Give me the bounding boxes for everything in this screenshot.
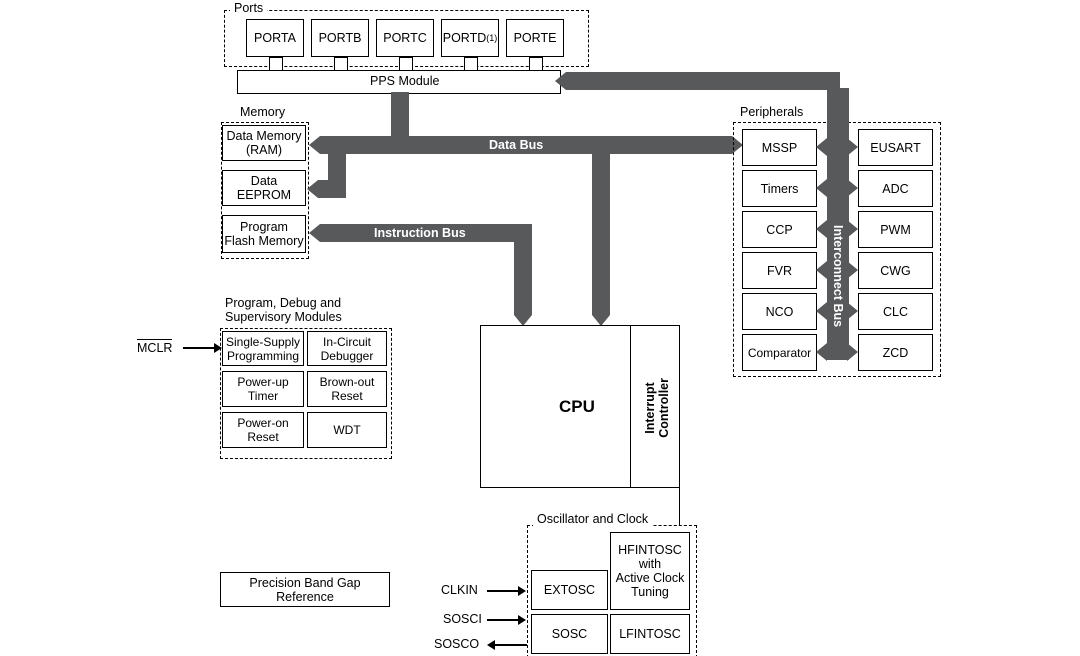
- signal-sosci-arrow: [518, 615, 526, 625]
- peripheral-box-nco[interactable]: [742, 293, 817, 330]
- signal-sosco-arrow: [487, 640, 495, 650]
- data-bus-arrow-memory: [309, 136, 320, 154]
- port-label-porte: PORTE: [513, 31, 557, 45]
- peripheral-label-adc: ADC: [882, 181, 909, 196]
- port-box-porta[interactable]: [246, 19, 304, 57]
- hfintosc-line1: HFINTOSC: [618, 543, 682, 557]
- pps-feed-arrow: [555, 72, 566, 90]
- data-bus-eeprom-branch-vertical: [328, 150, 346, 180]
- group-ports-label: Ports: [230, 1, 267, 15]
- group-supervisory-label-1: Program, Debug and: [221, 296, 345, 310]
- peripheral-box-cwg[interactable]: [858, 252, 933, 289]
- group-peripherals-label: Peripherals: [736, 105, 807, 119]
- supervisory-box-single-supply-programming[interactable]: [222, 331, 304, 366]
- supervisory-label-icd-1: In-Circuit: [322, 334, 371, 349]
- port-box-portd[interactable]: [441, 19, 499, 57]
- signal-mclr-line: [183, 347, 215, 349]
- memory-box-data-eeprom[interactable]: [222, 170, 306, 206]
- peripheral-box-mssp[interactable]: [742, 129, 817, 166]
- supervisory-box-in-circuit-debugger[interactable]: [307, 331, 387, 366]
- peripheral-label-comparator: Comparator: [747, 345, 812, 360]
- signal-mclr-arrow: [214, 343, 222, 353]
- peripheral-label-ccp: CCP: [766, 222, 793, 237]
- peripheral-label-nco: NCO: [765, 304, 794, 319]
- signal-clkin-label: CLKIN: [441, 583, 478, 597]
- supervisory-label-pwrt-2: Timer: [247, 389, 279, 403]
- band-gap-reference-box[interactable]: [220, 572, 390, 607]
- interconnect-to-pps-horizontal: [566, 72, 840, 90]
- peripheral-box-zcd[interactable]: [858, 334, 933, 371]
- supervisory-label-pwrt-1: Power-up: [237, 375, 289, 389]
- cpu-oscillator-connector: [679, 488, 680, 526]
- supervisory-box-wdt[interactable]: [307, 412, 387, 448]
- peripheral-box-fvr[interactable]: [742, 252, 817, 289]
- signal-clkin-arrow: [518, 586, 526, 596]
- interconnect-arrow-nco: [816, 302, 827, 320]
- memory-label-flash-2: Flash Memory: [224, 234, 304, 248]
- cpu-label: CPU: [559, 396, 595, 416]
- port-box-porte[interactable]: [506, 19, 564, 57]
- peripheral-box-timers[interactable]: [742, 170, 817, 207]
- signal-sosci-label: SOSCI: [443, 612, 482, 626]
- oscillator-box-sosc[interactable]: [531, 614, 608, 654]
- supervisory-label-wdt: WDT: [333, 423, 361, 437]
- supervisory-label-bor-2: Reset: [331, 389, 363, 403]
- signal-sosco-label: SOSCO: [434, 637, 480, 651]
- group-oscillator-label: Oscillator and Clock: [533, 512, 652, 526]
- signal-sosco-line: [495, 644, 527, 646]
- oscillator-box-extosc[interactable]: [531, 570, 608, 610]
- extosc-label: EXTOSC: [543, 583, 596, 597]
- signal-sosci-line: [487, 619, 519, 621]
- peripheral-label-pwm: PWM: [880, 222, 911, 237]
- memory-box-data-ram[interactable]: [222, 125, 306, 161]
- supervisory-label-por-1: Power-on: [237, 416, 289, 430]
- peripheral-label-mssp: MSSP: [761, 140, 798, 155]
- instruction-bus-arrow-memory: [309, 224, 320, 242]
- supervisory-label-por-2: Reset: [247, 430, 279, 444]
- supervisory-label-ssp-1: Single-Supply: [225, 334, 301, 349]
- hfintosc-line2: with: [638, 557, 662, 571]
- memory-label-flash-1: Program: [240, 220, 288, 234]
- interconnect-arrow-cwg: [847, 261, 858, 279]
- lfintosc-label: LFINTOSC: [619, 627, 681, 641]
- instruction-bus-label: Instruction Bus: [374, 226, 466, 240]
- port-label-portd: PORTD: [442, 31, 487, 45]
- oscillator-box-hfintosc[interactable]: [610, 532, 690, 610]
- signal-clkin-line: [487, 590, 519, 592]
- port-label-porta: PORTA: [254, 31, 296, 45]
- band-gap-reference-label: Precision Band Gap Reference: [249, 575, 361, 604]
- peripheral-box-comparator[interactable]: [742, 334, 817, 371]
- supervisory-label-icd-2: Debugger: [320, 348, 374, 363]
- signal-mclr-text: MCLR: [137, 341, 173, 355]
- memory-label-eeprom-1: Data: [250, 174, 278, 188]
- peripheral-box-pwm[interactable]: [858, 211, 933, 248]
- instruction-bus-to-cpu: [514, 238, 532, 315]
- data-bus-label: Data Bus: [489, 138, 544, 152]
- interconnect-arrow-clc: [847, 302, 858, 320]
- cpu-interrupt-divider: [630, 325, 631, 488]
- peripheral-label-cwg: CWG: [880, 263, 911, 278]
- peripheral-label-eusart: EUSART: [870, 140, 921, 155]
- port-label-portc: PORTC: [383, 31, 427, 45]
- interconnect-arrow-pwm: [847, 220, 858, 238]
- supervisory-label-ssp-2: Programming: [226, 348, 300, 363]
- memory-label-data-ram-2: (RAM): [245, 143, 283, 157]
- peripheral-label-timers: Timers: [760, 181, 799, 196]
- pps-to-databus: [391, 92, 409, 142]
- memory-box-program-flash[interactable]: [222, 215, 306, 253]
- supervisory-box-power-up-timer[interactable]: [222, 371, 304, 407]
- data-bus-eeprom-branch-horizontal: [318, 180, 346, 198]
- interconnect-bus-label: Interconnect Bus: [831, 225, 845, 328]
- interrupt-controller-line1: Interrupt: [643, 381, 657, 434]
- interconnect-arrow-ccp: [816, 220, 827, 238]
- data-bus-to-cpu: [592, 150, 610, 315]
- port-label-portb: PORTB: [318, 31, 362, 45]
- group-supervisory-label-2: Supervisory Modules: [221, 310, 346, 324]
- memory-label-eeprom-2: EEPROM: [236, 188, 292, 202]
- supervisory-box-brown-out-reset[interactable]: [307, 371, 387, 407]
- interrupt-controller-line2: Controller: [657, 377, 671, 438]
- memory-label-data-ram-1: Data Memory: [226, 129, 302, 143]
- interconnect-arrow-mssp: [816, 138, 827, 156]
- supervisory-box-power-on-reset[interactable]: [222, 412, 304, 448]
- supervisory-label-bor-1: Brown-out: [319, 375, 375, 389]
- interconnect-arrow-comparator: [816, 343, 827, 361]
- interconnect-arrow-zcd: [847, 343, 858, 361]
- pps-module-label: PPS Module: [370, 74, 440, 88]
- port-box-portc[interactable]: [376, 19, 434, 57]
- interconnect-arrow-eusart: [847, 138, 858, 156]
- peripheral-label-fvr: FVR: [767, 263, 792, 278]
- hfintosc-line4: Tuning: [631, 585, 669, 599]
- peripheral-box-clc[interactable]: [858, 293, 933, 330]
- oscillator-box-lfintosc[interactable]: [610, 614, 690, 654]
- sosc-label: SOSC: [551, 627, 588, 641]
- group-memory-label: Memory: [236, 105, 289, 119]
- data-bus-eeprom-arrow: [307, 180, 318, 198]
- interconnect-arrow-fvr: [816, 261, 827, 279]
- port-note-portd: (1): [486, 33, 498, 43]
- peripheral-label-zcd: ZCD: [882, 345, 909, 360]
- interconnect-arrow-timers: [816, 179, 827, 197]
- signal-mclr-label: [137, 341, 172, 355]
- peripheral-label-clc: CLC: [882, 304, 908, 319]
- peripheral-box-ccp[interactable]: [742, 211, 817, 248]
- peripheral-box-adc[interactable]: [858, 170, 933, 207]
- hfintosc-line3: Active Clock: [615, 571, 685, 585]
- interconnect-arrow-adc: [847, 179, 858, 197]
- peripheral-box-eusart[interactable]: [858, 129, 933, 166]
- port-box-portb[interactable]: [311, 19, 369, 57]
- interrupt-controller-label: [640, 360, 674, 455]
